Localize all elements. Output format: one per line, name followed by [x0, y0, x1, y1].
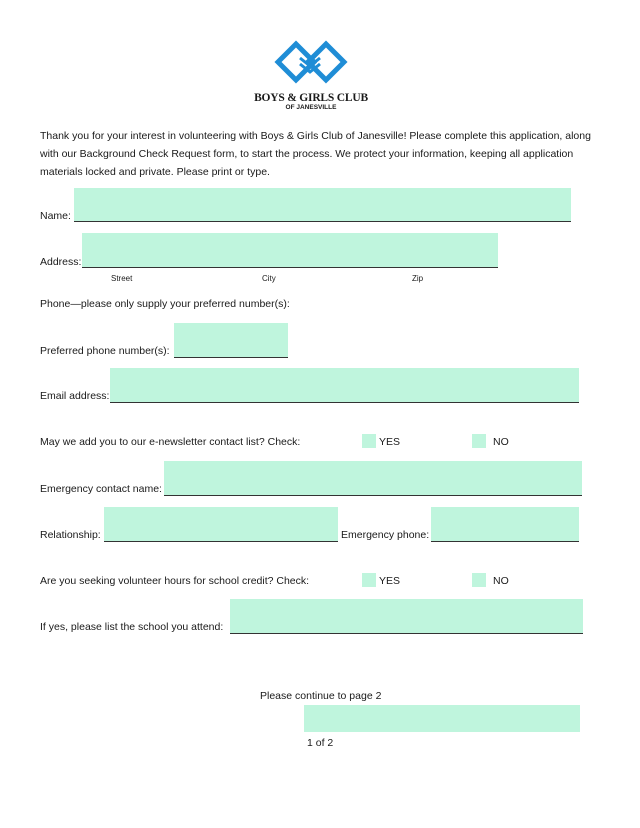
- newsletter-yes-label: YES: [379, 436, 401, 448]
- emergency-phone-input[interactable]: [431, 507, 579, 542]
- newsletter-no-label: NO: [493, 436, 509, 448]
- school-credit-yes-label: YES: [379, 575, 401, 587]
- logo: [248, 40, 374, 112]
- logo-line-1: BOYS & GIRLS CLUB: [254, 92, 368, 104]
- city-hint: City: [262, 274, 276, 283]
- phone-note: Phone—please only supply your preferred number(s):: [40, 298, 290, 310]
- logo-line-2: OF JANESVILLE: [285, 104, 337, 111]
- intro-paragraph: Thank you for your interest in volunteering with Boys & Girls Club of Janesville! Please complete this application, along with our Background Check Request form, to start the process. We protect your information, keeping all application materials locked and private. Please print or type.: [40, 130, 591, 178]
- school-credit-yes-checkbox[interactable]: [362, 573, 376, 587]
- emergency-name-input[interactable]: [164, 461, 582, 496]
- emergency-phone-label: Emergency phone:: [341, 529, 430, 541]
- school-credit-question: Are you seeking volunteer hours for school credit? Check:: [40, 575, 310, 587]
- address-label: Address:: [40, 256, 82, 268]
- emergency-name-label: Emergency contact name:: [40, 483, 162, 495]
- email-label: Email address:: [40, 390, 110, 402]
- zip-hint: Zip: [412, 274, 424, 283]
- continue-note: Please continue to page 2: [260, 690, 382, 702]
- newsletter-question: May we add you to our e-newsletter contact list? Check:: [40, 436, 301, 448]
- school-input[interactable]: [230, 599, 583, 634]
- footer-field[interactable]: [304, 705, 580, 732]
- school-credit-no-checkbox[interactable]: [472, 573, 486, 587]
- page-number: 1 of 2: [307, 737, 334, 749]
- relationship-label: Relationship:: [40, 529, 101, 541]
- name-input[interactable]: [74, 188, 571, 222]
- street-hint: Street: [111, 274, 133, 283]
- school-label: If yes, please list the school you attend:: [40, 621, 224, 633]
- address-input[interactable]: [82, 233, 498, 268]
- newsletter-no-checkbox[interactable]: [472, 434, 486, 448]
- newsletter-yes-checkbox[interactable]: [362, 434, 376, 448]
- email-input[interactable]: [110, 368, 579, 403]
- relationship-input[interactable]: [104, 507, 338, 542]
- preferred-phone-input[interactable]: [174, 323, 288, 358]
- preferred-phone-label: Preferred phone number(s):: [40, 345, 170, 357]
- handshake-logo-icon: [274, 40, 348, 88]
- school-credit-no-label: NO: [493, 575, 509, 587]
- name-label: Name:: [40, 210, 71, 222]
